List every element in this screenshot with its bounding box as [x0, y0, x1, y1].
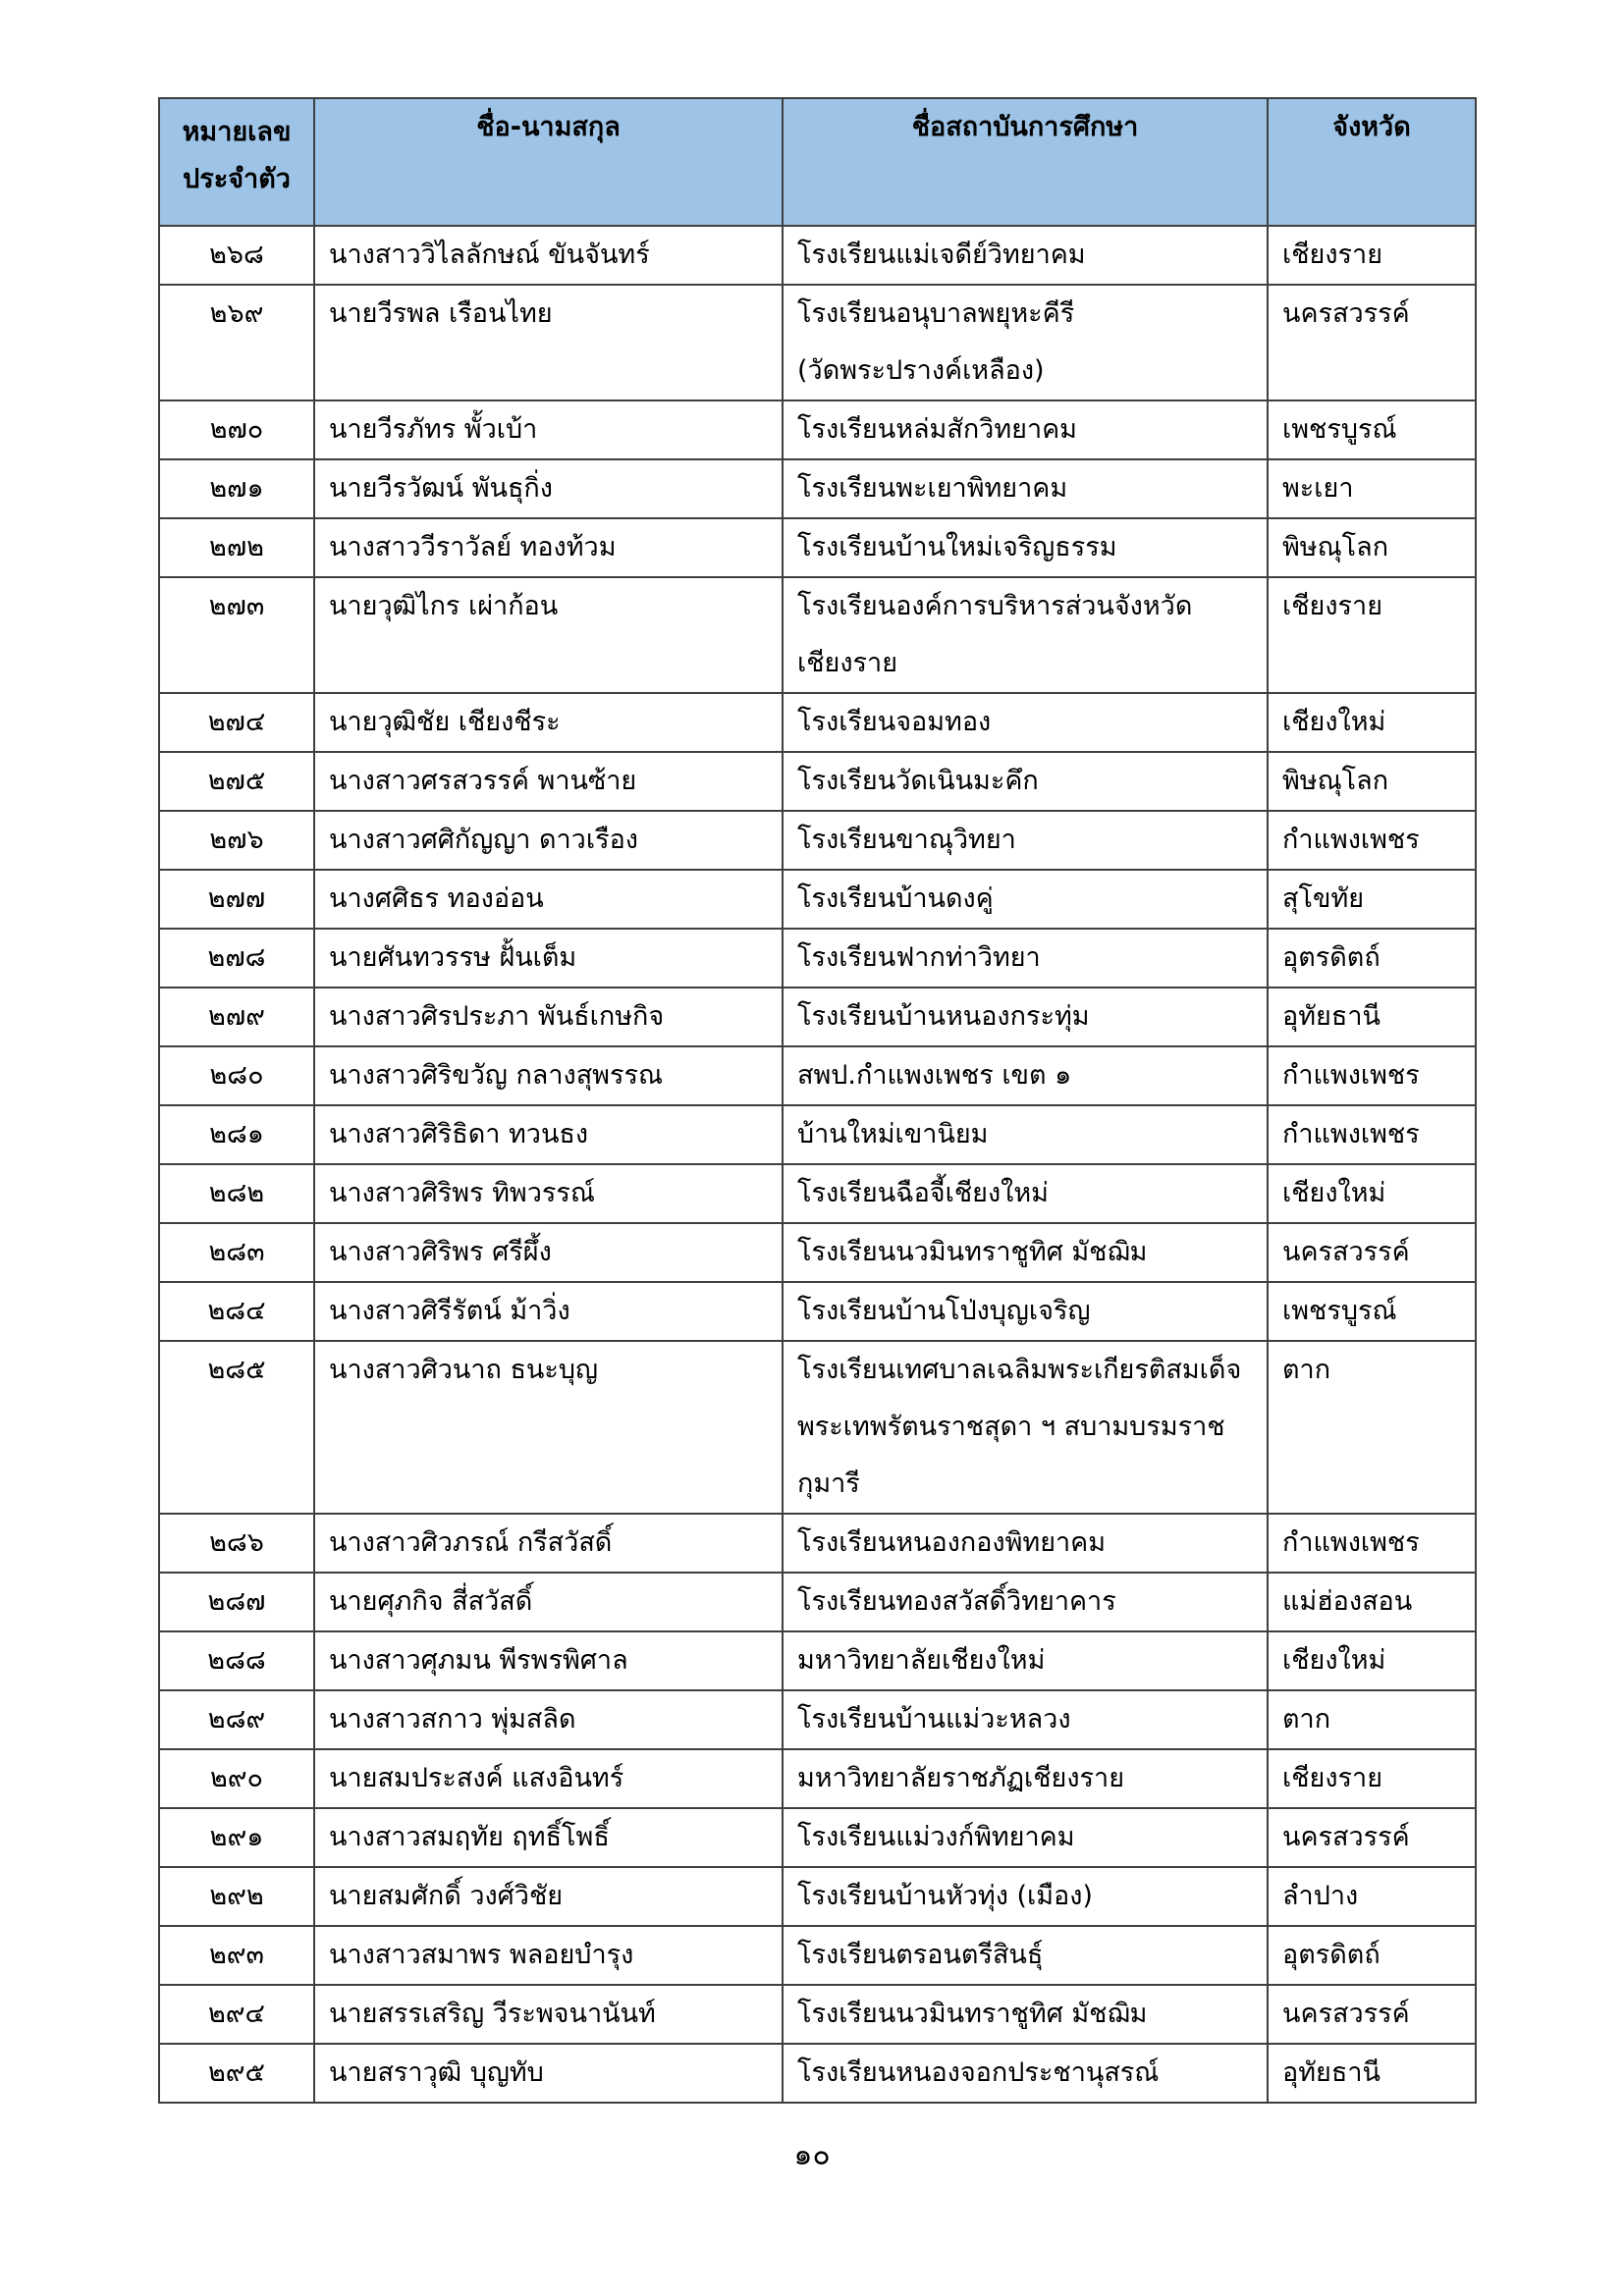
- institution-cell: [783, 1808, 1268, 1867]
- province-cell: สุโขทัย: [1268, 870, 1476, 929]
- institution-line: โรงเรียนทองสวัสดิ์วิทยาคาร: [797, 1586, 1116, 1617]
- table-row: [159, 577, 1476, 693]
- province-cell: ตาก: [1268, 1690, 1476, 1749]
- participant-name: นายวีรพล เรือนไทย: [314, 285, 783, 400]
- institution-line: โรงเรียนตรอนตรีสินธุ์: [797, 1940, 1044, 1970]
- table-row: [159, 285, 1476, 400]
- institution-cell: [783, 1105, 1268, 1164]
- institution-cell: [783, 285, 1268, 400]
- institution-line: โรงเรียนบ้านโป่งบุญเจริญ: [797, 1296, 1091, 1326]
- institution-cell: [783, 811, 1268, 870]
- province-cell: เชียงใหม่: [1268, 1631, 1476, 1690]
- participant-id: ๒๘๓: [159, 1223, 314, 1282]
- participant-name: นางสาวศศิกัญญา ดาวเรือง: [314, 811, 783, 870]
- institution-cell: [783, 400, 1268, 459]
- participant-id: ๒๗๐: [159, 400, 314, 459]
- province-cell: อุทัยธานี: [1268, 988, 1476, 1046]
- participant-id: ๒๗๒: [159, 518, 314, 577]
- participant-id: ๒๙๓: [159, 1926, 314, 1985]
- institution-cell: [783, 226, 1268, 285]
- province-cell: นครสวรรค์: [1268, 1808, 1476, 1867]
- institution-line: โรงเรียนเทศบาลเฉลิมพระเกียรติสมเด็จ: [797, 1355, 1242, 1385]
- province-cell: อุตรดิตถ์: [1268, 1926, 1476, 1985]
- participant-name: นางสาวศิวนาถ ธนะบุญ: [314, 1341, 783, 1514]
- participant-name: นางสาวสกาว พุ่มสลิด: [314, 1690, 783, 1749]
- participant-name: นางสาวศิวภรณ์ กรีสวัสดิ์: [314, 1514, 783, 1573]
- province-cell: นครสวรรค์: [1268, 285, 1476, 400]
- participant-name: นางสาวศุภมน พีรพรพิศาล: [314, 1631, 783, 1690]
- province-cell: เพชรบูรณ์: [1268, 1282, 1476, 1341]
- province-cell: พะเยา: [1268, 459, 1476, 518]
- institution-line: โรงเรียนนวมินทราชูทิศ มัชฌิม: [797, 1237, 1148, 1267]
- province-cell: อุทัยธานี: [1268, 2044, 1476, 2103]
- participant-id: ๒๗๕: [159, 752, 314, 811]
- participant-name: นายวุฒิชัย เชียงชีระ: [314, 693, 783, 752]
- table-row: [159, 752, 1476, 811]
- table-row: [159, 1808, 1476, 1867]
- province-cell: พิษณุโลก: [1268, 752, 1476, 811]
- institution-cell: [783, 1690, 1268, 1749]
- table-row: [159, 518, 1476, 577]
- institution-line: (วัดพระปรางค์เหลือง): [797, 355, 1045, 386]
- institution-line: โรงเรียนแม่วงก์พิทยาคม: [797, 1822, 1075, 1852]
- institution-line: มหาวิทยาลัยราชภัฏเชียงราย: [797, 1763, 1125, 1793]
- table-row: [159, 1985, 1476, 2044]
- institution-cell: [783, 1164, 1268, 1223]
- institution-cell: [783, 1514, 1268, 1573]
- institution-cell: [783, 1926, 1268, 1985]
- participant-name: นางสาวศิริพร ทิพวรรณ์: [314, 1164, 783, 1223]
- participant-name: นางสาวศิรีรัตน์ ม้าวิ่ง: [314, 1282, 783, 1341]
- institution-cell: [783, 577, 1268, 693]
- institution-cell: [783, 2044, 1268, 2103]
- province-cell: อุตรดิตถ์: [1268, 929, 1476, 988]
- table-row: [159, 1573, 1476, 1631]
- institution-line: โรงเรียนบ้านใหม่เจริญธรรม: [797, 532, 1117, 562]
- institution-line: โรงเรียนหล่มสักวิทยาคม: [797, 414, 1077, 445]
- table-row: [159, 1690, 1476, 1749]
- institution-line: โรงเรียนฟากท่าวิทยา: [797, 942, 1041, 973]
- institution-line: กุมารี: [797, 1468, 860, 1499]
- institution-line: สพป.กำแพงเพชร เขต ๑: [797, 1060, 1072, 1091]
- participant-id: ๒๙๐: [159, 1749, 314, 1808]
- participant-id: ๒๗๓: [159, 577, 314, 693]
- table-row: [159, 1631, 1476, 1690]
- participant-name: นางสาวศิริขวัญ กลางสุพรรณ: [314, 1046, 783, 1105]
- participant-name: นางสาววิไลลักษณ์ ขันจันทร์: [314, 226, 783, 285]
- institution-line: โรงเรียนขาณุวิทยา: [797, 825, 1016, 855]
- participant-name: นางศศิธร ทองอ่อน: [314, 870, 783, 929]
- name-column-header: ชื่อ-นามสกุล: [314, 98, 783, 226]
- participant-name: นางสาวสมฤทัย ฤทธิ์โพธิ์: [314, 1808, 783, 1867]
- province-cell: นครสวรรค์: [1268, 1985, 1476, 2044]
- province-cell: เชียงใหม่: [1268, 1164, 1476, 1223]
- participant-name: นางสาวศิรประภา พันธ์เกษกิจ: [314, 988, 783, 1046]
- participant-id: ๒๘๔: [159, 1282, 314, 1341]
- table-header-row: [159, 98, 1476, 226]
- table-row: [159, 929, 1476, 988]
- participant-name: นางสาวศรสวรรค์ พานซ้าย: [314, 752, 783, 811]
- province-cell: กำแพงเพชร: [1268, 1105, 1476, 1164]
- institution-line: โรงเรียนอนุบาลพยุหะคีรี: [797, 298, 1075, 329]
- table-row: [159, 1867, 1476, 1926]
- table-row: [159, 1926, 1476, 1985]
- institution-line: โรงเรียนหนองกองพิทยาคม: [797, 1527, 1107, 1558]
- participant-name: นายสมประสงค์ แสงอินทร์: [314, 1749, 783, 1808]
- institution-line: โรงเรียนองค์การบริหารส่วนจังหวัด: [797, 591, 1193, 621]
- province-cell: เชียงราย: [1268, 1749, 1476, 1808]
- table-row: [159, 1164, 1476, 1223]
- province-cell: เพชรบูรณ์: [1268, 400, 1476, 459]
- institution-cell: [783, 929, 1268, 988]
- participant-id: ๒๖๙: [159, 285, 314, 400]
- table-row: [159, 693, 1476, 752]
- province-cell: เชียงใหม่: [1268, 693, 1476, 752]
- participant-id: ๒๙๒: [159, 1867, 314, 1926]
- page-number: ๑๐: [793, 2138, 831, 2172]
- participant-id: ๒๗๘: [159, 929, 314, 988]
- institution-cell: [783, 1223, 1268, 1282]
- institution-line: เชียงราย: [797, 648, 898, 678]
- participant-name: นายวุฒิไกร เผ่าก้อน: [314, 577, 783, 693]
- province-cell: เชียงราย: [1268, 226, 1476, 285]
- table-row: [159, 1341, 1476, 1514]
- institution-cell: [783, 870, 1268, 929]
- institution-cell: [783, 1046, 1268, 1105]
- participant-id: ๒๘๕: [159, 1341, 314, 1514]
- table-row: [159, 811, 1476, 870]
- institution-line: โรงเรียนวัดเนินมะคึก: [797, 766, 1039, 796]
- province-cell: นครสวรรค์: [1268, 1223, 1476, 1282]
- institution-column-header: ชื่อสถาบันการศึกษา: [783, 98, 1268, 226]
- institution-cell: [783, 1631, 1268, 1690]
- table-row: [159, 988, 1476, 1046]
- participant-name: นายศุภกิจ สี่สวัสดิ์: [314, 1573, 783, 1631]
- institution-cell: [783, 1573, 1268, 1631]
- institution-line: โรงเรียนจอมทอง: [797, 707, 992, 737]
- participant-id: ๒๘๒: [159, 1164, 314, 1223]
- table-row: [159, 1105, 1476, 1164]
- institution-cell: [783, 1341, 1268, 1514]
- institution-line: โรงเรียนบ้านดงคู่: [797, 883, 994, 914]
- province-cell: กำแพงเพชร: [1268, 1514, 1476, 1573]
- table-row: [159, 459, 1476, 518]
- province-column-header: จังหวัด: [1268, 98, 1476, 226]
- participant-id: ๒๘๙: [159, 1690, 314, 1749]
- province-cell: ตาก: [1268, 1341, 1476, 1514]
- participant-id: ๒๗๑: [159, 459, 314, 518]
- institution-cell: [783, 459, 1268, 518]
- institution-line: บ้านใหม่เขานิยม: [797, 1119, 989, 1149]
- participant-id: ๒๗๙: [159, 988, 314, 1046]
- id-header-line1: หมายเลข: [182, 117, 292, 147]
- institution-cell: [783, 693, 1268, 752]
- participant-name: นายศันทวรรษ ฝั้นเต็ม: [314, 929, 783, 988]
- institution-line: โรงเรียนบ้านแม่วะหลวง: [797, 1704, 1071, 1735]
- participant-id: ๒๗๔: [159, 693, 314, 752]
- province-cell: ลำปาง: [1268, 1867, 1476, 1926]
- table-row: [159, 1046, 1476, 1105]
- institution-cell: [783, 1749, 1268, 1808]
- institution-line: พระเทพรัตนราชสุดา ฯ สบามบรมราช: [797, 1412, 1225, 1442]
- id-header-line2: ประจำตัว: [183, 164, 291, 194]
- participant-table: [158, 97, 1477, 2104]
- participant-name: นายสมศักดิ์ วงศ์วิชัย: [314, 1867, 783, 1926]
- table-row: [159, 400, 1476, 459]
- participant-name: นางสาววีราวัลย์ ทองท้วม: [314, 518, 783, 577]
- participant-id: ๒๘๖: [159, 1514, 314, 1573]
- participant-name: นางสาวศิริธิดา ทวนธง: [314, 1105, 783, 1164]
- table-row: [159, 2044, 1476, 2103]
- institution-line: โรงเรียนหนองจอกประชานุสรณ์: [797, 2057, 1160, 2088]
- institution-cell: [783, 518, 1268, 577]
- participant-id: ๒๘๘: [159, 1631, 314, 1690]
- institution-cell: [783, 1282, 1268, 1341]
- province-cell: กำแพงเพชร: [1268, 811, 1476, 870]
- participant-id: ๒๙๕: [159, 2044, 314, 2103]
- province-cell: แม่ฮ่องสอน: [1268, 1573, 1476, 1631]
- province-cell: เชียงราย: [1268, 577, 1476, 693]
- id-column-header: [159, 98, 314, 226]
- institution-cell: [783, 1867, 1268, 1926]
- institution-line: โรงเรียนพะเยาพิทยาคม: [797, 473, 1068, 504]
- province-cell: พิษณุโลก: [1268, 518, 1476, 577]
- table-row: [159, 1223, 1476, 1282]
- participant-id: ๒๘๗: [159, 1573, 314, 1631]
- table-row: [159, 1282, 1476, 1341]
- institution-cell: [783, 988, 1268, 1046]
- table-row: [159, 870, 1476, 929]
- institution-line: โรงเรียนฉือจี้เชียงใหม่: [797, 1178, 1049, 1208]
- institution-line: โรงเรียนแม่เจดีย์วิทยาคม: [797, 240, 1086, 270]
- institution-line: โรงเรียนบ้านหนองกระทุ่ม: [797, 1001, 1090, 1032]
- participant-id: ๒๗๖: [159, 811, 314, 870]
- table-row: [159, 226, 1476, 285]
- participant-id: ๒๗๗: [159, 870, 314, 929]
- table-row: [159, 1514, 1476, 1573]
- participant-id: ๒๙๑: [159, 1808, 314, 1867]
- participant-id: ๒๙๔: [159, 1985, 314, 2044]
- participant-id: ๒๘๑: [159, 1105, 314, 1164]
- participant-name: นายวีรวัฒน์ พันธุกิ่ง: [314, 459, 783, 518]
- participant-name: นางสาวสมาพร พลอยบำรุง: [314, 1926, 783, 1985]
- participant-name: นายสราวุฒิ บุญทับ: [314, 2044, 783, 2103]
- table-row: [159, 1749, 1476, 1808]
- institution-line: โรงเรียนนวมินทราชูทิศ มัชฌิม: [797, 1999, 1148, 2029]
- province-cell: กำแพงเพชร: [1268, 1046, 1476, 1105]
- participant-name: นายสรรเสริญ วีระพจนานันท์: [314, 1985, 783, 2044]
- participant-id: ๒๖๘: [159, 226, 314, 285]
- participant-id: ๒๘๐: [159, 1046, 314, 1105]
- institution-cell: [783, 752, 1268, 811]
- participant-name: นายวีรภัทร พั้วเบ้า: [314, 400, 783, 459]
- institution-line: โรงเรียนบ้านหัวทุ่ง (เมือง): [797, 1881, 1093, 1911]
- institution-cell: [783, 1985, 1268, 2044]
- institution-line: มหาวิทยาลัยเชียงใหม่: [797, 1645, 1046, 1676]
- participant-name: นางสาวศิริพร ศรีผึ้ง: [314, 1223, 783, 1282]
